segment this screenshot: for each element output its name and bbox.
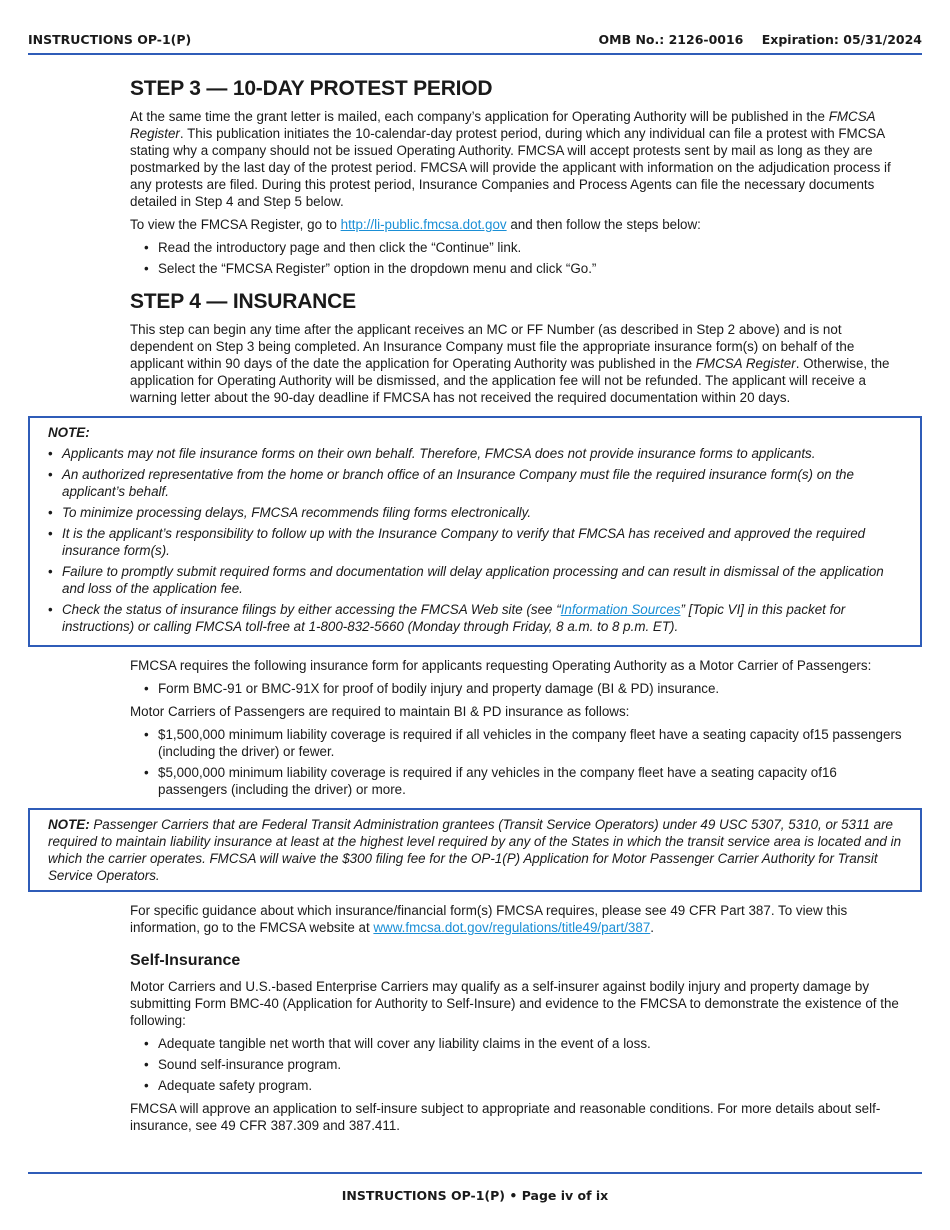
list-item: • It is the applicant’s responsibility to follow up with the Insurance Company to verify that FMCSA has received and approved the required insurance form(s). <box>62 525 902 559</box>
self-insurance-approval: FMCSA will approve an application to self-insure subject to appropriate and reasonable conditions. For more details about self-insurance, see 49 CFR 387.309 and 387.411. <box>130 1101 881 1133</box>
self-insurance-heading: Self-Insurance <box>130 952 241 969</box>
coverage-list <box>130 726 902 798</box>
note-list <box>48 445 902 635</box>
coverage-intro: Motor Carriers of Passengers are required to maintain BI & PD insurance as follows: <box>130 704 630 719</box>
list-item: • $1,500,000 minimum liability coverage is required if all vehicles in the company fleet have a seating capacity of15 passengers (including the driver) or fewer. <box>158 726 902 760</box>
list-item: • Adequate tangible net worth that will cover any liability claims in the event of a loss. <box>158 1035 902 1052</box>
list-item: • $5,000,000 minimum liability coverage is required if any vehicles in the company fleet have a seating capacity of16 passengers (including the driver) or more. <box>158 764 902 798</box>
list-item: • Adequate safety program. <box>158 1077 902 1094</box>
list-item: • To minimize processing delays, FMCSA recommends filing forms electronically. <box>62 504 902 521</box>
step4-heading: STEP 4 — INSURANCE <box>130 290 356 313</box>
list-item: • Check the status of insurance filings by either accessing the FMCSA Web site (see “Information Sources” [Topic VI] in this packet for instructions) or calling FMCSA toll-free at 1-800-832-5660 (Monday through Friday, 8 a.m. to 8 p.m. ET). <box>62 601 902 635</box>
self-insurance-list <box>130 1035 902 1094</box>
step3-heading: STEP 3 — 10-DAY PROTEST PERIOD <box>130 77 493 100</box>
page-content <box>48 74 902 1140</box>
register-paragraph: To view the FMCSA Register, go to http://li-public.fmcsa.dot.gov and then follow the steps below: <box>130 217 701 232</box>
page-footer: INSTRUCTIONS OP-1(P) • Page iv of ix <box>341 1188 609 1203</box>
regulations-link[interactable]: www.fmcsa.dot.gov/regulations/title49/part/387 <box>373 920 651 935</box>
list-item: • Read the introductory page and then click the “Continue” link. <box>158 239 902 256</box>
expiration-date: Expiration: 05/31/2024 <box>761 32 922 47</box>
self-insurance-paragraph: Motor Carriers and U.S.-based Enterprise Carriers may qualify as a self-insurer against bodily injury and property damage by submitting Form BMC-40 (Application for Authority to Self-Insure) and evidence to the FMCSA to demonstrate the existence of the following: <box>130 979 899 1028</box>
note-title: NOTE: <box>48 817 90 832</box>
list-item: • Applicants may not file insurance forms on their own behalf. Therefore, FMCSA does not provide insurance forms to applicants. <box>62 445 902 462</box>
guidance-paragraph: For specific guidance about which insurance/financial form(s) FMCSA requires, please see 49 CFR Part 387. To view this information, go to the FMCSA website at www.fmcsa.dot.gov/regulations/title49/part/387. <box>130 903 848 935</box>
note-title: NOTE: <box>48 425 90 440</box>
step4-paragraph: This step can begin any time after the applicant receives an MC or FF Number (as described in Step 2 above) and is not dependent on Step 3 being completed. An Insurance Company must file the appropriate insurance form(s) on behalf of the applicant within 90 days of the date the application for Operating Authority was published in the FMCSA Register. Otherwise, the application for Operating Authority will be dismissed, and the application fee will not be refunded. The applicant will receive a warning letter about the 90-day deadline if FMCSA has not received the required documentation within 20 days. <box>130 322 890 405</box>
list-item: • Form BMC-91 or BMC-91X for proof of bodily injury and property damage (BI & PD) insurance. <box>158 680 902 697</box>
page-header <box>28 29 922 55</box>
footer-rule <box>28 1172 922 1175</box>
step3-paragraph: At the same time the grant letter is mailed, each company’s application for Operating Authority will be published in the FMCSA Register. This publication initiates the 10-calendar-day protest period, during which any individual can file a protest with FMCSA stating why a company should not be issued Operating Authority. FMCSA will accept protests sent by mail as long as they are postmarked by the last day of the protest period. FMCSA will provide the applicant with information on the adjudication process if any protests are filed. During this protest period, Insurance Companies and Process Agents can file the necessary documents detailed in Step 4 and Step 5 below. <box>130 109 891 209</box>
transit-note-box: NOTE: Passenger Carriers that are Federal Transit Administration grantees (Transit Service Operators) under 49 USC 5307, 5310, or 5311 are required to maintain liability insurance at least at the highest level required by any of the States in which the transit service area is located and in which the carrier operates. FMCSA will waive the $300 filing fee for the OP-1(P) Application for Motor Passenger Carrier Authority for Transit Service Operators. <box>28 808 922 892</box>
list-item: • Sound self-insurance program. <box>158 1056 902 1073</box>
form-name: INSTRUCTIONS OP-1(P) <box>28 32 192 47</box>
omb-number: OMB No.: 2126-0016 <box>598 32 744 47</box>
insurance-note-box <box>28 416 922 647</box>
list-item: • Select the “FMCSA Register” option in the dropdown menu and click “Go.” <box>158 260 902 277</box>
passenger-requirement: FMCSA requires the following insurance form for applicants requesting Operating Authority as a Motor Carrier of Passengers: <box>130 658 872 673</box>
list-item: • Failure to promptly submit required forms and documentation will delay application processing and can result in dismissal of the application and loss of the application fee. <box>62 563 902 597</box>
information-sources-link[interactable]: Information Sources <box>560 602 681 617</box>
register-steps-list <box>130 239 902 277</box>
fmcsa-register-link[interactable]: http://li-public.fmcsa.dot.gov <box>340 217 507 232</box>
form-list <box>130 680 902 697</box>
header-meta <box>585 32 922 47</box>
list-item: • An authorized representative from the home or branch office of an Insurance Company must file the required insurance form(s) on the applicant’s behalf. <box>62 466 902 500</box>
